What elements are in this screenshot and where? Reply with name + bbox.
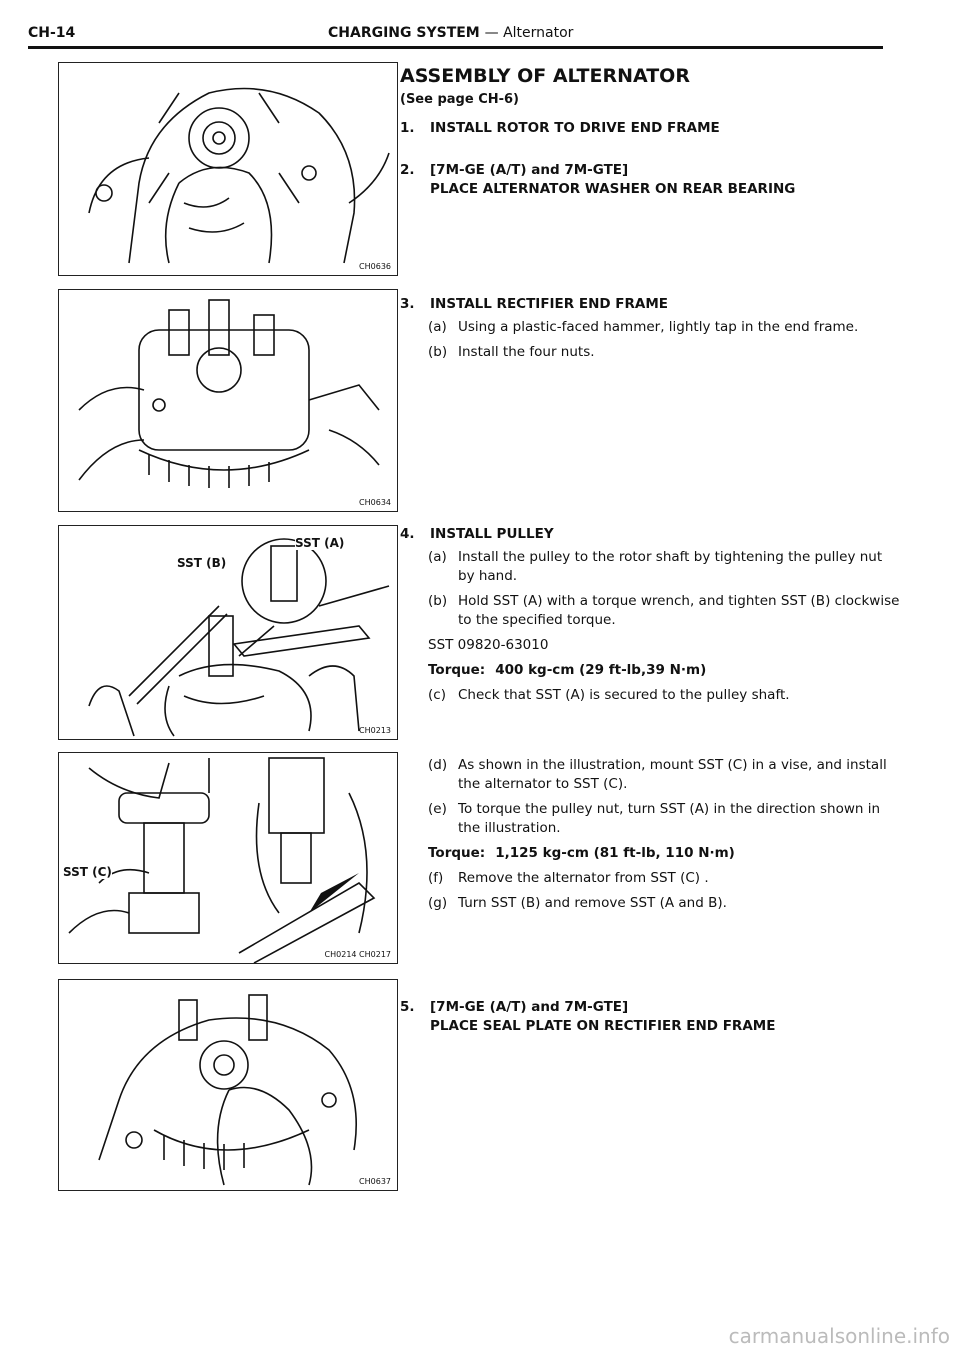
- step-4-item-d: (d) As shown in the illustration, mount SST (C) in a vise, and install the alternator to SST (C).: [428, 757, 887, 792]
- section-ref: (See page CH-6): [400, 92, 519, 107]
- pulley-sst-illustration: [59, 526, 397, 739]
- page-subtitle: — Alternator: [484, 25, 574, 41]
- step-4-item-c: (c) Check that SST (A) is secured to the pulley shaft.: [428, 687, 790, 703]
- step-4-continued: [400, 756, 900, 919]
- step-3-title: INSTALL RECTIFIER END FRAME: [430, 296, 669, 312]
- figure-seal-plate: [58, 979, 398, 1191]
- seal-plate-illustration: [59, 980, 397, 1190]
- torque-spec-2: Torque: 1,125 kg-cm (81 ft-lb, 110 N·m): [428, 845, 735, 861]
- torque-spec-1: Torque: 400 kg-cm (29 ft-lb,39 N·m): [428, 662, 707, 678]
- watermark: carmanualsonline.info: [728, 1324, 950, 1348]
- rotor-illustration: [59, 63, 397, 275]
- section-heading: [400, 64, 900, 109]
- step-4: 4. INSTALL PULLEY (a) Install the pulley to the rotor shaft by tightening the pulley nut by hand. (b) Hold SST (A) with a torque wrench, and tighten SST (B) clockwise to the specified torque. SST 09820-63010 Torque: 400 kg-cm (29 ft-lb,39 N·m) (c) Check that SST (A) is secured to the pulley shaft.: [400, 526, 900, 703]
- sst-number: SST 09820-63010: [428, 637, 549, 653]
- step-2: 2. [7M-GE (A/T) and 7M-GTE] PLACE ALTERNATOR WASHER ON REAR BEARING: [400, 162, 796, 197]
- step-4-item-b: (b) Hold SST (A) with a torque wrench, and tighten SST (B) clockwise to the specified torque.: [428, 593, 900, 628]
- step-1: 1. INSTALL ROTOR TO DRIVE END FRAME: [400, 119, 900, 138]
- figure-id: CH0637: [359, 1177, 391, 1186]
- figure-install-pulley: [58, 525, 398, 740]
- step-5: 5. [7M-GE (A/T) and 7M-GTE] PLACE SEAL PLATE ON RECTIFIER END FRAME: [400, 999, 776, 1034]
- figure-install-rotor: [58, 62, 398, 276]
- rectifier-frame-illustration: [59, 290, 397, 511]
- figure-id: CH0636: [359, 262, 391, 271]
- figure-rectifier-end-frame: [58, 289, 398, 512]
- figure-id: CH0214 CH0217: [324, 950, 391, 959]
- callout-sst-b: SST (B): [177, 556, 227, 570]
- step-3: 3. INSTALL RECTIFIER END FRAME (a) Using a plastic-faced hammer, lightly tap in the end frame. (b) Install the four nuts.: [400, 295, 900, 368]
- callout-sst-a: SST (A): [295, 536, 345, 550]
- callout-sst-c: SST (C): [63, 865, 112, 879]
- page-header: [28, 22, 883, 49]
- page-title: CHARGING SYSTEM — Alternator: [328, 25, 574, 41]
- step-4-item-e: (e) To torque the pulley nut, turn SST (A) in the direction shown in the illustration.: [428, 801, 881, 836]
- step-4-item-a: (a) Install the pulley to the rotor shaft by tightening the pulley nut by hand.: [428, 549, 883, 584]
- step-4-title: INSTALL PULLEY: [430, 526, 554, 542]
- step-4-item-f: (f) Remove the alternator from SST (C) .: [428, 870, 709, 886]
- step-3-item-b: (b) Install the four nuts.: [428, 344, 595, 360]
- section-title: ASSEMBLY OF ALTERNATOR: [400, 65, 690, 87]
- figure-id: CH0213: [359, 726, 391, 735]
- page-code: CH-14: [28, 25, 76, 41]
- figure-torque-pulley-nut: [58, 752, 398, 964]
- figure-id: CH0634: [359, 498, 391, 507]
- step-4-item-g: (g) Turn SST (B) and remove SST (A and B).: [428, 895, 727, 911]
- vise-sst-illustration: [59, 753, 397, 963]
- step-1-title: INSTALL ROTOR TO DRIVE END FRAME: [430, 120, 720, 136]
- step-3-item-a: (a) Using a plastic-faced hammer, lightly tap in the end frame.: [428, 319, 859, 335]
